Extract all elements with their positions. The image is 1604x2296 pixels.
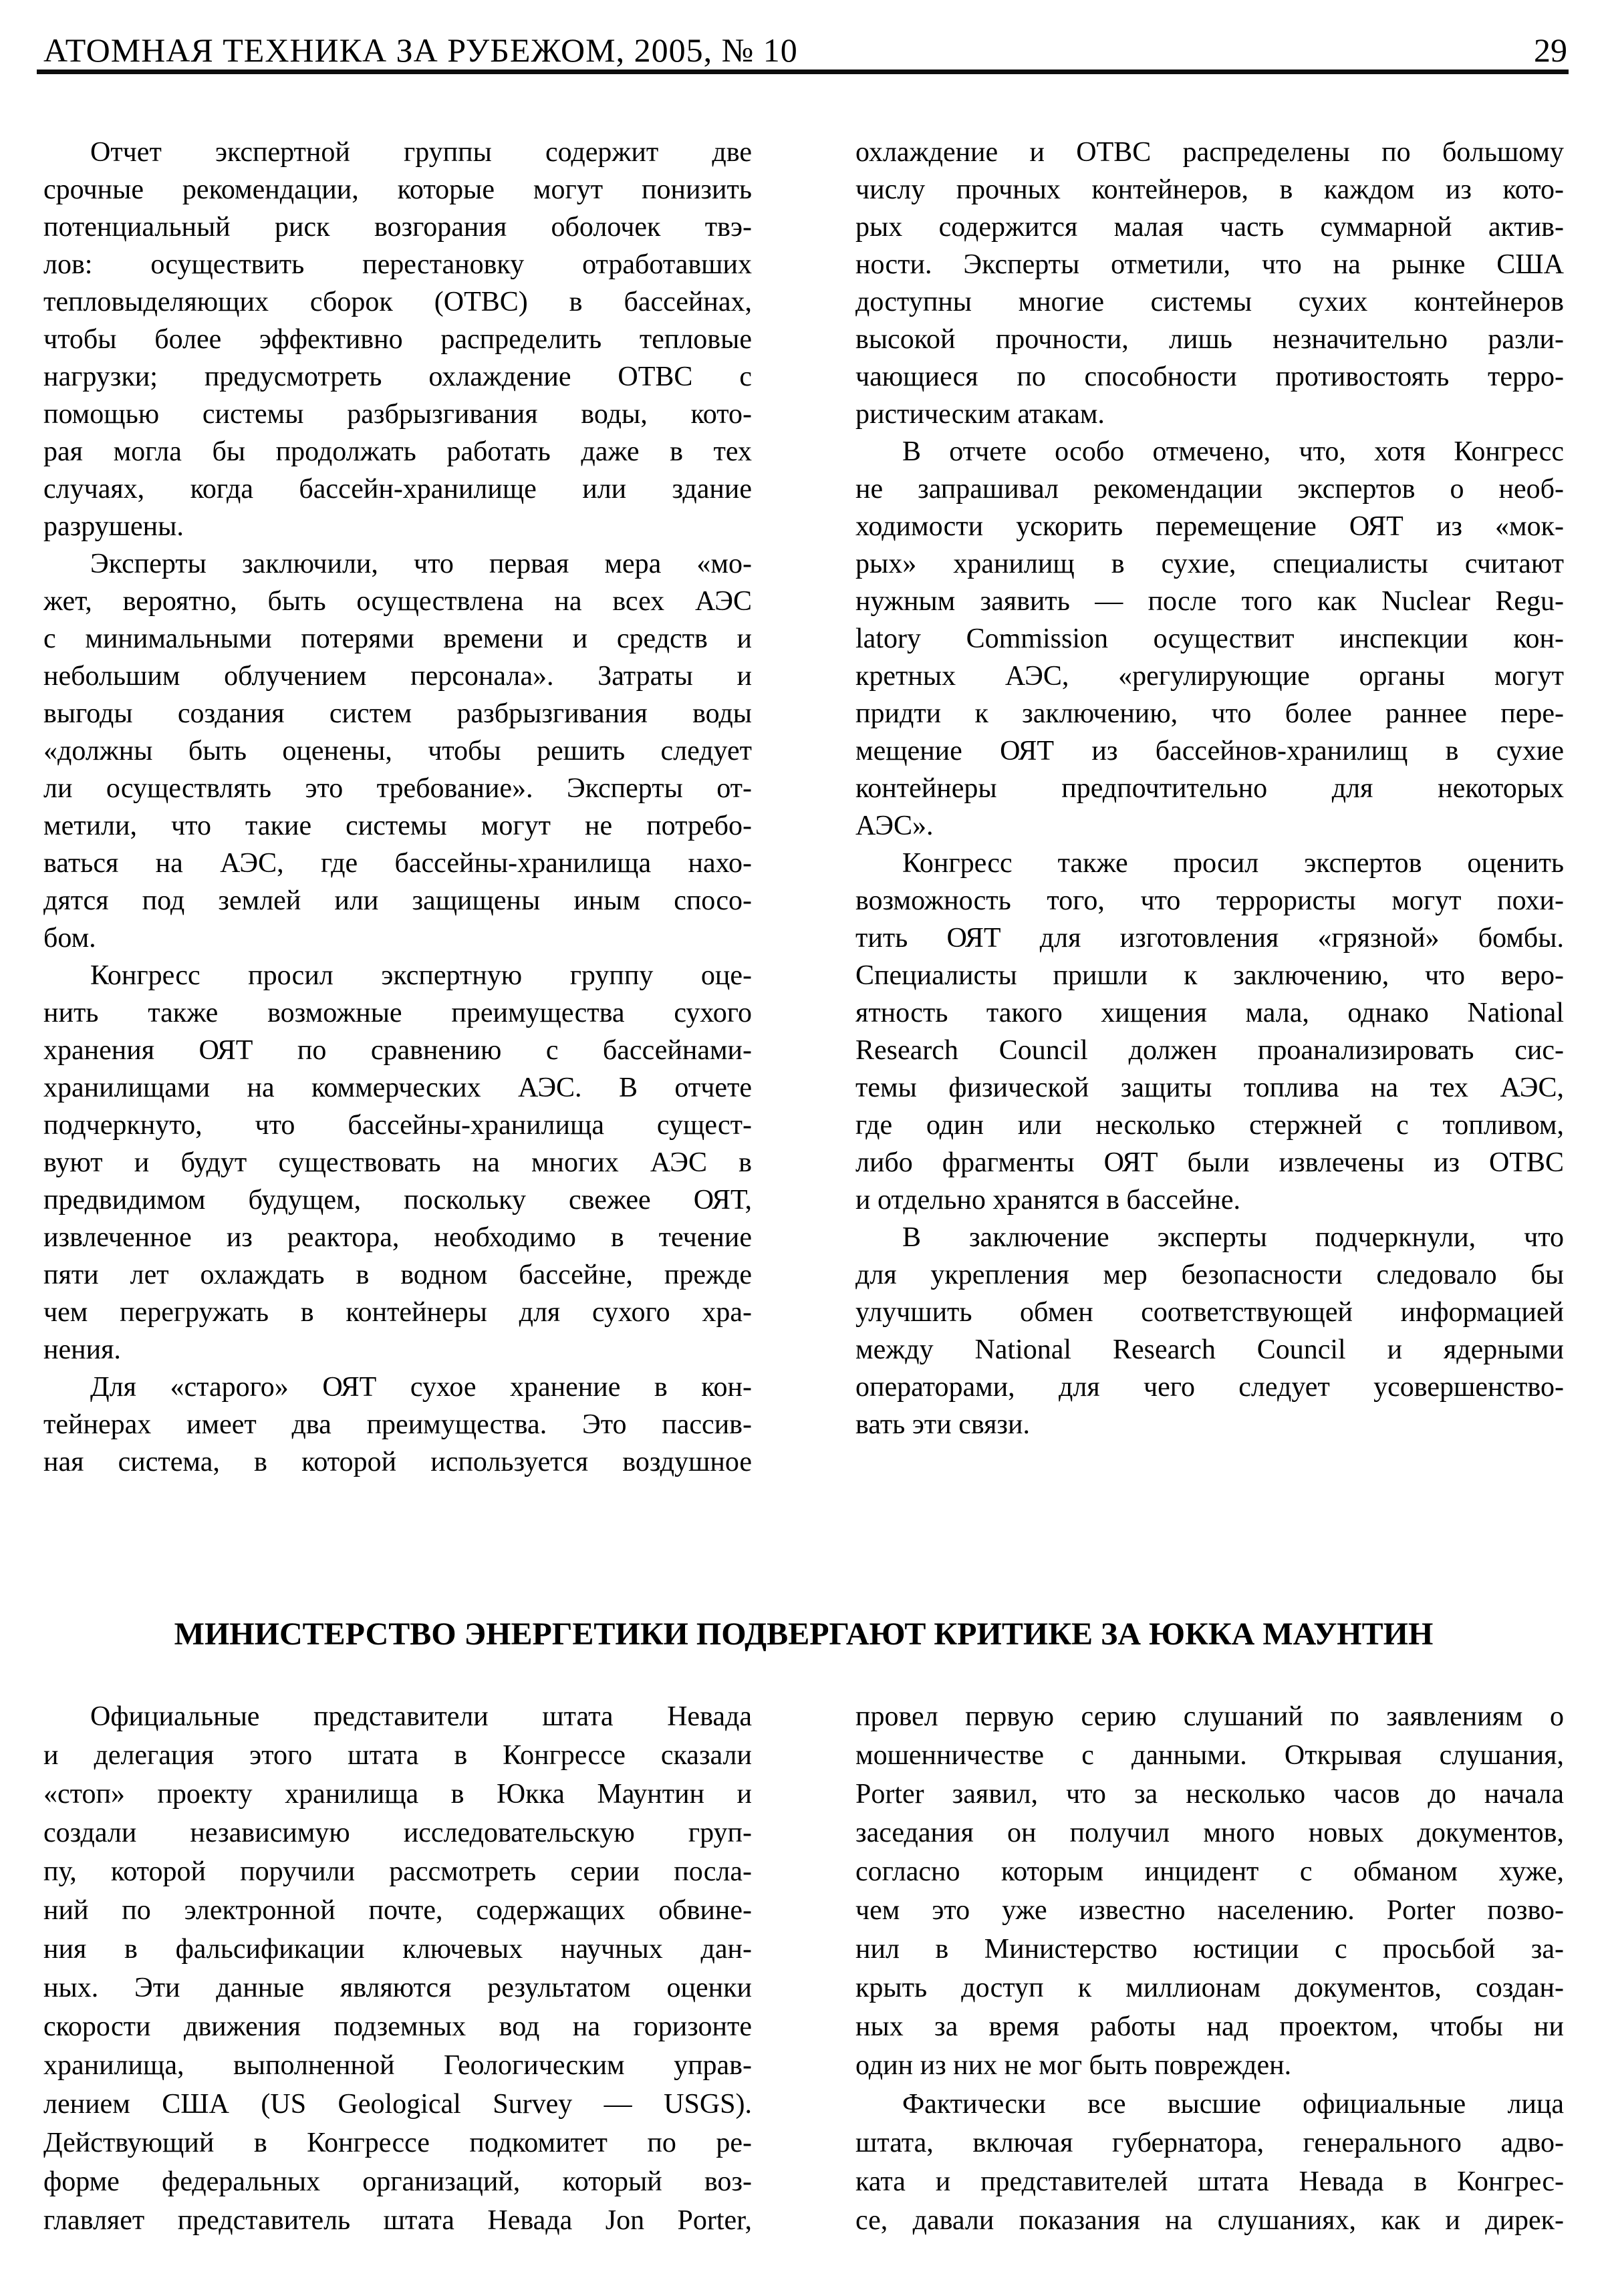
paragraph [855, 1219, 1564, 1443]
text-line: Конгресс также просил экспертов оценить [902, 848, 1564, 879]
text-line: ний по электронной почте, содержащих обвине- [43, 1895, 752, 1926]
text-line: ли осуществлять это требование». Эксперты от- [43, 773, 752, 804]
text-line: ных. Эти данные являются результатом оценки [43, 1973, 752, 2003]
text-line: создали независимую исследовательскую груп- [43, 1818, 752, 1848]
text-line: потенциальный риск возгорания оболочек твэ- [43, 212, 752, 243]
journal-header-title: АТОМНАЯ ТЕХНИКА ЗА РУБЕЖОМ, 2005, № 10 [43, 31, 798, 69]
text-line: числу прочных контейнеров, в каждом из кото- [855, 174, 1564, 205]
text-line: Действующий в Конгрессе подкомитет по ре- [43, 2128, 752, 2158]
text-line: придти к заключению, что более раннее пере- [855, 698, 1564, 729]
text-line: ная система, в которой используется воздушное [43, 1447, 752, 1477]
text-line: рая могла бы продолжать работать даже в тех [43, 436, 752, 467]
text-line: операторами, для чего следует усовершенство- [855, 1372, 1564, 1403]
text-line: нагрузки; предусмотреть охлаждение ОТВС с [43, 362, 752, 392]
text-line: штата, включая губернатора, генерального адво- [855, 2128, 1564, 2158]
text-line: вать эти связи. [855, 1409, 1031, 1440]
text-line: форме федеральных организаций, который воз- [43, 2166, 752, 2197]
paragraph [855, 134, 1564, 433]
paragraph [43, 134, 752, 545]
header-rule [37, 69, 1569, 74]
text-line: улучшить обмен соответствующей информацией [855, 1297, 1564, 1328]
text-line: пяти лет охлаждать в водном бассейне, прежде [43, 1260, 752, 1290]
text-line: один из них не мог быть поврежден. [855, 2050, 1292, 2081]
text-line: пу, которой поручили рассмотреть серии посла- [43, 1856, 752, 1887]
text-line: рых содержится малая часть суммарной актив- [855, 212, 1564, 243]
article1-left-column [43, 134, 752, 1481]
text-line: извлеченное из реактора, необходимо в течение [43, 1222, 752, 1253]
text-line: нения. [43, 1334, 121, 1365]
text-line: ката и представителей штата Невада в Конгрес- [855, 2166, 1564, 2197]
text-line: разрушены. [43, 511, 184, 542]
text-line: дятся под землей или защищены иным спосо- [43, 885, 752, 916]
text-line: контейнеры предпочтительно для некоторых [855, 773, 1564, 804]
text-line: «стоп» проекту хранилища в Юкка Маунтин и [43, 1779, 752, 1810]
paragraph [855, 1697, 1564, 2085]
text-line: се, давали показания на слушаниях, как и дирек- [855, 2205, 1564, 2236]
text-line: ных за время работы над проектом, чтобы ни [855, 2011, 1564, 2042]
text-line: ности. Эксперты отметили, что на рынке США [855, 249, 1564, 280]
text-line: главляет представитель штата Невада Jon Porter, [43, 2205, 752, 2236]
text-line: метили, что такие системы могут не потребо- [43, 811, 752, 841]
text-line: вуют и будут существовать на многих АЭС в [43, 1147, 752, 1178]
article2-left-column [43, 1697, 752, 2240]
page-number: 29 [1534, 31, 1567, 69]
text-line: бом. [43, 923, 96, 954]
text-line: ристическим атакам. [855, 399, 1105, 430]
text-line: «должны быть оценены, чтобы решить следует [43, 736, 752, 766]
text-line: хранения ОЯТ по сравнению с бассейнами- [43, 1035, 752, 1066]
text-line: возможность того, что террористы могут похи- [855, 885, 1564, 916]
text-line: подчеркнуто, что бассейны-хранилища сущест- [43, 1110, 752, 1141]
text-line: хранилища, выполненной Геологическим управ- [43, 2050, 752, 2081]
text-line: согласно которым инцидент с обманом хуже, [855, 1856, 1564, 1887]
text-line: тейнерах имеет два преимущества. Это пассив- [43, 1409, 752, 1440]
text-line: чтобы более эффективно распределить тепловые [43, 324, 752, 355]
text-line: Отчет экспертной группы содержит две [90, 137, 752, 168]
text-line: Официальные представители штата Невада [90, 1701, 752, 1732]
text-line: ваться на АЭС, где бассейны-хранилища нахо- [43, 848, 752, 879]
text-line: чем перегружать в контейнеры для сухого хра- [43, 1297, 752, 1328]
text-line: В заключение эксперты подчеркнули, что [902, 1222, 1564, 1253]
text-line: В отчете особо отмечено, что, хотя Конгресс [902, 436, 1564, 467]
text-line: рых» хранилищ в сухие, специалисты считают [855, 549, 1564, 579]
text-line: мошенничестве с данными. Открывая слушания, [855, 1740, 1564, 1771]
text-line: Фактически все высшие официальные лица [902, 2089, 1564, 2120]
article2-right-column [855, 1697, 1564, 2240]
text-line: скорости движения подземных вод на горизонте [43, 2011, 752, 2042]
text-line: Специалисты пришли к заключению, что веро- [855, 960, 1564, 991]
text-line: между National Research Council и ядерными [855, 1334, 1564, 1365]
text-line: тить ОЯТ для изготовления «грязной» бомбы. [855, 923, 1564, 954]
paragraph [855, 2085, 1564, 2240]
text-line: Porter заявил, что за несколько часов до начала [855, 1779, 1564, 1810]
text-line: кретных АЭС, «регулирующие органы могут [855, 661, 1564, 692]
text-line: мещение ОЯТ из бассейнов-хранилищ в сухие [855, 736, 1564, 766]
text-line: крыть доступ к миллионам документов, создан- [855, 1973, 1564, 2003]
text-line: чающиеся по способности противостоять терро- [855, 362, 1564, 392]
text-line: нил в Министерство юстиции с просьбой за- [855, 1934, 1564, 1965]
text-line: где один или несколько стержней с топливом, [855, 1110, 1564, 1141]
text-line: АЭС». [855, 811, 934, 841]
text-line: Для «старого» ОЯТ сухое хранение в кон- [90, 1372, 752, 1403]
text-line: предвидимом будущем, поскольку свежее ОЯТ, [43, 1185, 752, 1215]
text-line: жет, вероятно, быть осуществлена на всех АЭС [43, 586, 752, 617]
paragraph [855, 433, 1564, 845]
text-line: доступны многие системы сухих контейнеров [855, 287, 1564, 317]
text-line: для укрепления мер безопасности следовало бы [855, 1260, 1564, 1290]
text-line: latory Commission осуществит инспекции кон- [855, 623, 1564, 654]
paragraph [43, 545, 752, 957]
paragraph [43, 1697, 752, 2240]
text-line: тепловыделяющих сборок (ОТВС) в бассейнах, [43, 287, 752, 317]
text-line: чем это уже известно населению. Porter позво- [855, 1895, 1564, 1926]
text-line: с минимальными потерями времени и средств и [43, 623, 752, 654]
paragraph [43, 1369, 752, 1481]
text-line: нужным заявить — после того как Nuclear Regu- [855, 586, 1564, 617]
text-line: хранилищами на коммерческих АЭС. В отчете [43, 1072, 752, 1103]
text-line: провел первую серию слушаний по заявлениям о [855, 1701, 1564, 1732]
article2-heading: МИНИСТЕРСТВО ЭНЕРГЕТИКИ ПОДВЕРГАЮТ КРИТИКЕ ЗА ЮККА МАУНТИН [174, 1616, 1434, 1652]
text-line: срочные рекомендации, которые могут понизить [43, 174, 752, 205]
text-line: высокой прочности, лишь незначительно разли- [855, 324, 1564, 355]
text-line: Research Council должен проанализировать сис- [855, 1035, 1564, 1066]
article1-right-column [855, 134, 1564, 1443]
text-line: лов: осуществить перестановку отработавших [43, 249, 752, 280]
text-line: нить также возможные преимущества сухого [43, 998, 752, 1028]
text-line: случаях, когда бассейн-хранилище или здание [43, 474, 752, 505]
text-line: и делегация этого штата в Конгрессе сказали [43, 1740, 752, 1771]
text-line: и отдельно хранятся в бассейне. [855, 1185, 1240, 1215]
paragraph [43, 957, 752, 1369]
text-line: Конгресс просил экспертную группу оце- [90, 960, 752, 991]
text-line: либо фрагменты ОЯТ были извлечены из ОТВС [855, 1147, 1564, 1178]
text-line: небольшим облучением персонала». Затраты и [43, 661, 752, 692]
text-line: темы физической защиты топлива на тех АЭС, [855, 1072, 1564, 1103]
paragraph [855, 845, 1564, 1219]
text-line: выгоды создания систем разбрызгивания воды [43, 698, 752, 729]
text-line: заседания он получил много новых документов, [855, 1818, 1564, 1848]
text-line: ходимости ускорить перемещение ОЯТ из «мок- [855, 511, 1564, 542]
text-line: лением США (US Geological Survey — USGS). [43, 2089, 752, 2120]
text-line: Эксперты заключили, что первая мера «мо- [90, 549, 752, 579]
text-line: не запрашивал рекомендации экспертов о необ- [855, 474, 1564, 505]
text-line: ния в фальсификации ключевых научных дан- [43, 1934, 752, 1965]
text-line: помощью системы разбрызгивания воды, кото- [43, 399, 752, 430]
text-line: ятность такого хищения мала, однако National [855, 998, 1564, 1028]
text-line: охлаждение и ОТВС распределены по большому [855, 137, 1564, 168]
